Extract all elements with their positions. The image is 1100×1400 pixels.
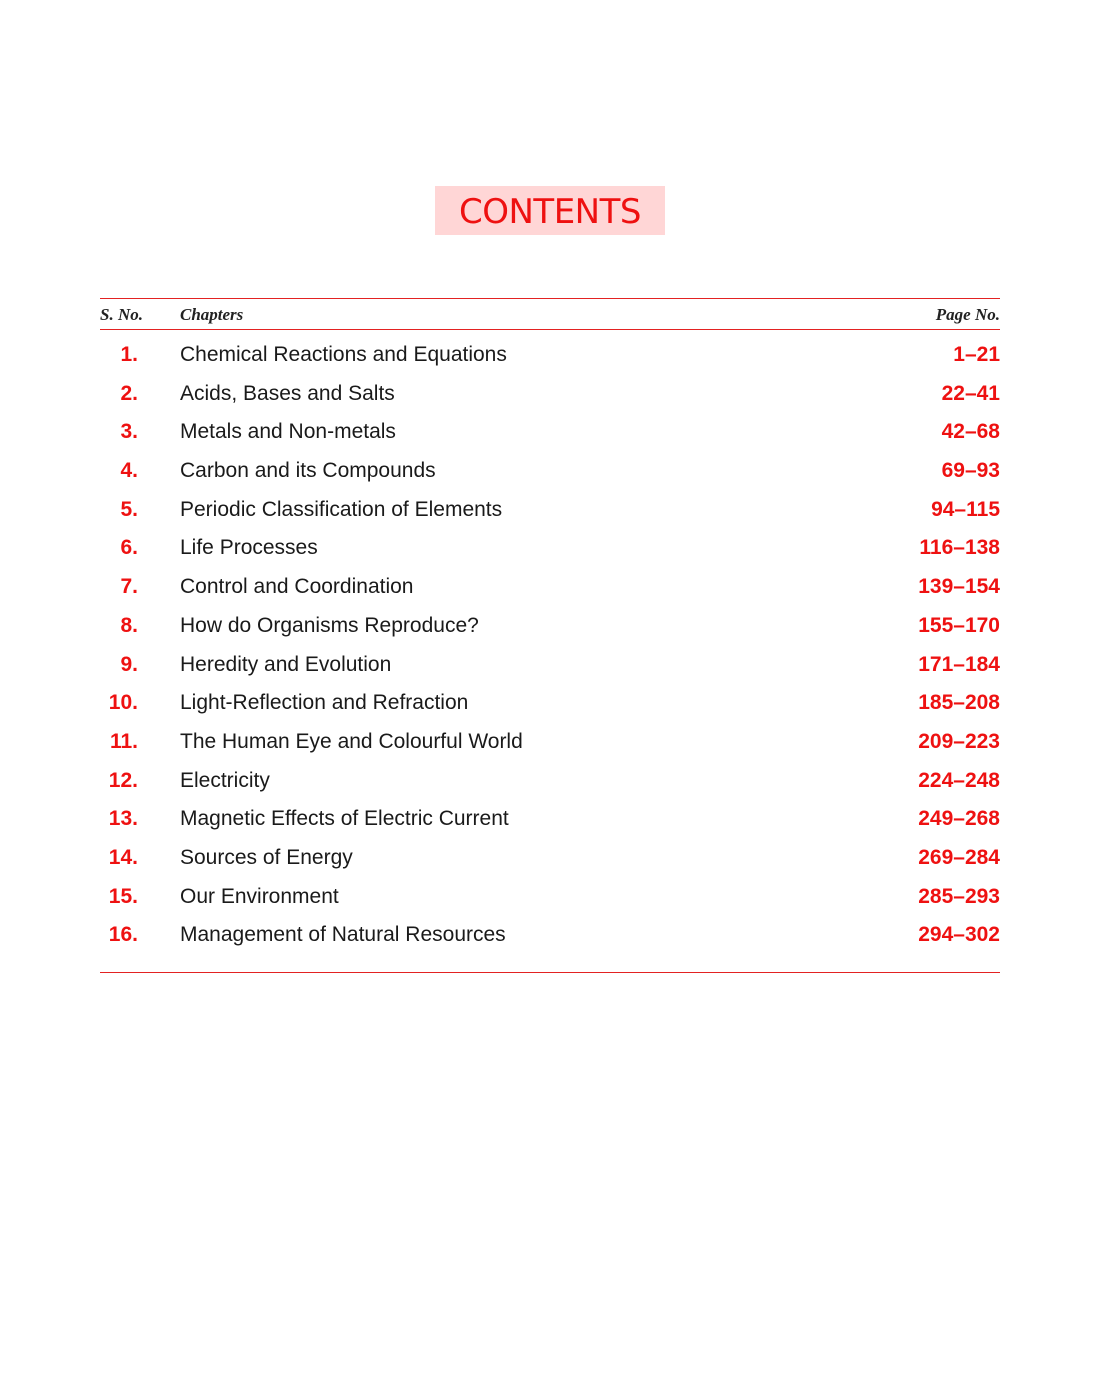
chapter-title: The Human Eye and Colourful World — [180, 729, 523, 753]
chapter-pages: 185–208 — [918, 691, 1000, 715]
contents-row[interactable] — [100, 769, 1000, 808]
chapter-number: 2. — [120, 381, 138, 405]
chapter-pages: 1–21 — [953, 343, 1000, 366]
contents-row[interactable] — [100, 536, 1000, 575]
contents-row[interactable] — [100, 807, 1000, 846]
chapter-number: 3. — [120, 420, 138, 444]
chapter-number: 14. — [108, 845, 138, 869]
chapter-number: 13. — [108, 807, 138, 831]
chapter-title: Our Environment — [180, 884, 339, 908]
chapter-title: Sources of Energy — [180, 845, 353, 869]
contents-row[interactable] — [100, 653, 1000, 692]
chapter-number: 4. — [120, 459, 138, 483]
chapter-title: Periodic Classification of Elements — [180, 497, 503, 521]
chapter-number: 6. — [120, 536, 138, 560]
chapter-pages: 42–68 — [941, 420, 1000, 444]
chapter-pages: 139–154 — [918, 575, 1000, 599]
chapter-title: Heredity and Evolution — [180, 652, 392, 676]
contents-row[interactable] — [100, 730, 1000, 769]
chapter-title: How do Organisms Reproduce? — [180, 613, 479, 637]
chapter-title: Life Processes — [180, 536, 318, 560]
chapter-pages: 171–184 — [918, 652, 1000, 676]
chapter-number: 9. — [120, 652, 138, 676]
chapter-pages: 224–248 — [918, 768, 1000, 792]
contents-title-box — [435, 186, 665, 235]
contents-row[interactable] — [100, 343, 1000, 382]
chapter-pages: 69–93 — [941, 459, 1000, 483]
contents-row[interactable] — [100, 691, 1000, 730]
chapter-pages: 249–268 — [918, 807, 1000, 831]
chapter-pages: 22–41 — [941, 381, 1000, 405]
chapter-pages: 94–115 — [931, 497, 1000, 521]
contents-row[interactable] — [100, 382, 1000, 421]
chapter-title: Light-Reflection and Refraction — [180, 691, 469, 715]
contents-row[interactable] — [100, 498, 1000, 537]
chapter-number: 11. — [109, 729, 138, 753]
header-bottom-rule — [100, 329, 1000, 330]
chapter-pages: 285–293 — [918, 884, 1000, 908]
chapter-pages: 116–138 — [919, 536, 1000, 560]
chapter-number: 5. — [120, 497, 138, 521]
chapter-number: 10. — [108, 691, 138, 715]
table-bottom-rule — [100, 972, 1000, 973]
chapter-title: Electricity — [180, 768, 270, 792]
header-top-rule — [100, 298, 1000, 299]
chapter-title: Control and Coordination — [180, 575, 414, 599]
chapter-number: 1. — [120, 343, 138, 366]
contents-row[interactable] — [100, 420, 1000, 459]
chapter-pages: 209–223 — [918, 729, 1000, 753]
contents-row[interactable] — [100, 923, 1000, 962]
contents-row[interactable] — [100, 459, 1000, 498]
contents-title: CONTENTS — [459, 191, 641, 232]
header-chapters: Chapters — [180, 305, 244, 324]
chapter-title: Acids, Bases and Salts — [180, 381, 395, 405]
header-sno: S. No. — [100, 305, 143, 324]
contents-row[interactable] — [100, 885, 1000, 924]
chapter-title: Chemical Reactions and Equations — [180, 343, 507, 366]
chapter-number: 16. — [108, 923, 138, 947]
chapter-title: Management of Natural Resources — [180, 923, 506, 947]
chapter-number: 8. — [120, 613, 138, 637]
chapter-number: 7. — [120, 575, 138, 599]
chapter-title: Carbon and its Compounds — [180, 459, 436, 483]
chapter-title: Metals and Non-metals — [180, 420, 396, 444]
contents-row[interactable] — [100, 575, 1000, 614]
contents-row[interactable] — [100, 614, 1000, 653]
chapter-number: 15. — [108, 884, 138, 908]
chapter-pages: 294–302 — [918, 923, 1000, 947]
chapter-number: 12. — [108, 768, 138, 792]
chapter-pages: 155–170 — [918, 613, 1000, 637]
header-page-no: Page No. — [935, 305, 1000, 324]
chapter-pages: 269–284 — [918, 845, 1000, 869]
chapter-title: Magnetic Effects of Electric Current — [180, 807, 509, 831]
contents-list — [100, 343, 1000, 962]
contents-row[interactable] — [100, 846, 1000, 885]
